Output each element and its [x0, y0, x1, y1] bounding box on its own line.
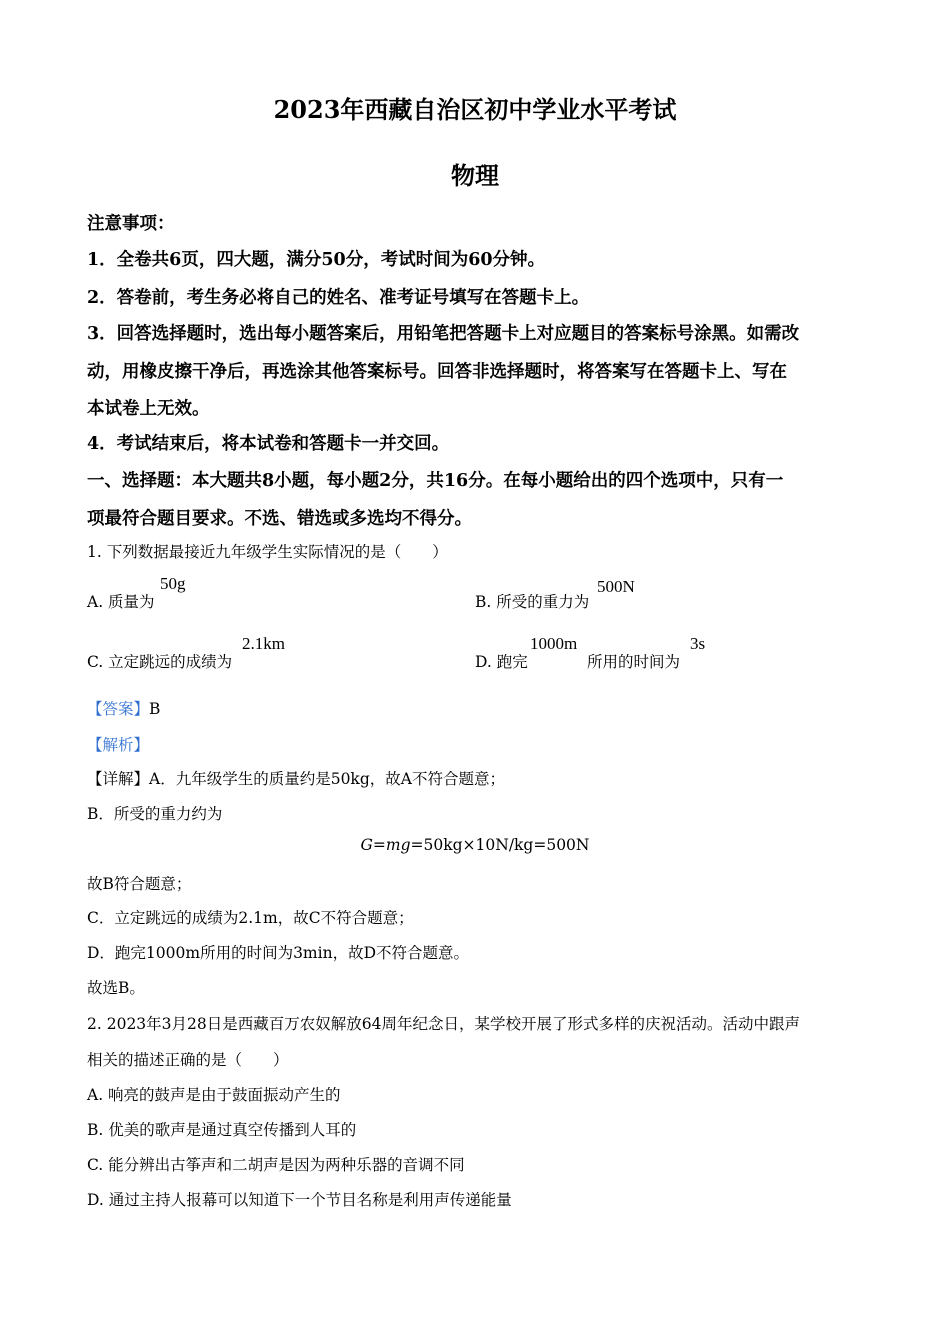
q1-option-b-label: B. 所受的重力为 [475, 593, 590, 611]
notice-item-3-line-2: 动，用橡皮擦干净后，再选涂其他答案标号。回答非选择题时，将答案写在答题卡上、写在 [87, 362, 787, 382]
notice-item-4: 4．考试结束后，将本试卷和答题卡一并交回。 [87, 434, 450, 454]
q1-option-d-value-2: 3s [690, 634, 706, 653]
q1-option-d-label: D. 跑完 [475, 653, 528, 671]
formula-mg: mg [385, 836, 411, 854]
detail-a-text: A．九年级学生的质量约是50kg，故A不符合题意； [149, 770, 505, 788]
q1-conclusion: 故选B。 [87, 979, 145, 997]
page-title: 2023年西藏自治区初中学业水平考试 [273, 95, 677, 124]
answer-value: B [149, 700, 161, 718]
subject-title: 物理 [451, 161, 499, 190]
notice-item-1: 1．全卷共6页，四大题，满分50分，考试时间为60分钟。 [87, 250, 546, 270]
q1-option-c-value: 2.1km [242, 634, 285, 653]
q1-detail-a [87, 767, 505, 789]
notice-heading: 注意事项： [87, 214, 175, 234]
q2-stem-line-1: 2. 2023年3月28日是西藏百万农奴解放64周年纪念日，某学校开展了形式多样的庆祝活动。活动中跟声 [87, 1015, 800, 1033]
notice-item-3-line-1: 3．回答选择题时，选出每小题答案后，用铅笔把答题卡上对应题目的答案标号涂黑。如需改 [87, 324, 800, 344]
q1-detail-d: D．跑完1000m所用的时间为3min，故D不符合题意。 [87, 944, 469, 962]
q1-analysis-label: 【解析】 [87, 736, 150, 754]
formula-rest: =50kg×10N/kg=500N [410, 836, 590, 854]
q1-option-a-value: 50g [160, 574, 186, 593]
notice-item-3-line-3: 本试卷上无效。 [87, 399, 210, 419]
answer-label: 【答案】 [87, 700, 150, 718]
formula-eq: = [372, 836, 386, 854]
q1-answer [87, 697, 160, 719]
q2-option-b: B. 优美的歌声是通过真空传播到人耳的 [87, 1121, 357, 1139]
q1-formula [0, 836, 950, 854]
q1-detail-c: C．立定跳远的成绩为2.1m，故C不符合题意； [87, 909, 414, 927]
q1-option-c-label: C. 立定跳远的成绩为 [87, 653, 233, 671]
section-heading-line-1: 一、选择题：本大题共8小题，每小题2分，共16分。在每小题给出的四个选项中，只有一 [87, 471, 784, 491]
q2-stem-line-2: 相关的描述正确的是（ ） [87, 1051, 289, 1069]
q1-option-d-label-2: 所用的时间为 [587, 653, 681, 671]
q1-detail-b2: 故B符合题意； [87, 875, 192, 893]
section-heading-line-2: 项最符合题目要求。不选、错选或多选均不得分。 [87, 509, 472, 529]
q1-detail-b: B．所受的重力约为 [87, 805, 223, 823]
q1-option-a-label: A. 质量为 [87, 593, 155, 611]
q1-option-d-value-1: 1000m [530, 634, 578, 653]
q2-option-c: C. 能分辨出古筝声和二胡声是因为两种乐器的音调不同 [87, 1156, 465, 1174]
detail-label: 【详解】 [87, 770, 150, 788]
q1-option-b-value: 500N [597, 577, 635, 596]
q2-option-d: D. 通过主持人报幕可以知道下一个节目名称是利用声传递能量 [87, 1191, 512, 1209]
q2-option-a: A. 响亮的鼓声是由于鼓面振动产生的 [87, 1086, 341, 1104]
q1-stem: 1. 下列数据最接近九年级学生实际情况的是（ ） [87, 543, 448, 561]
notice-item-2: 2．答卷前，考生务必将自己的姓名、准考证号填写在答题卡上。 [87, 288, 590, 308]
formula-g: G [360, 836, 373, 854]
